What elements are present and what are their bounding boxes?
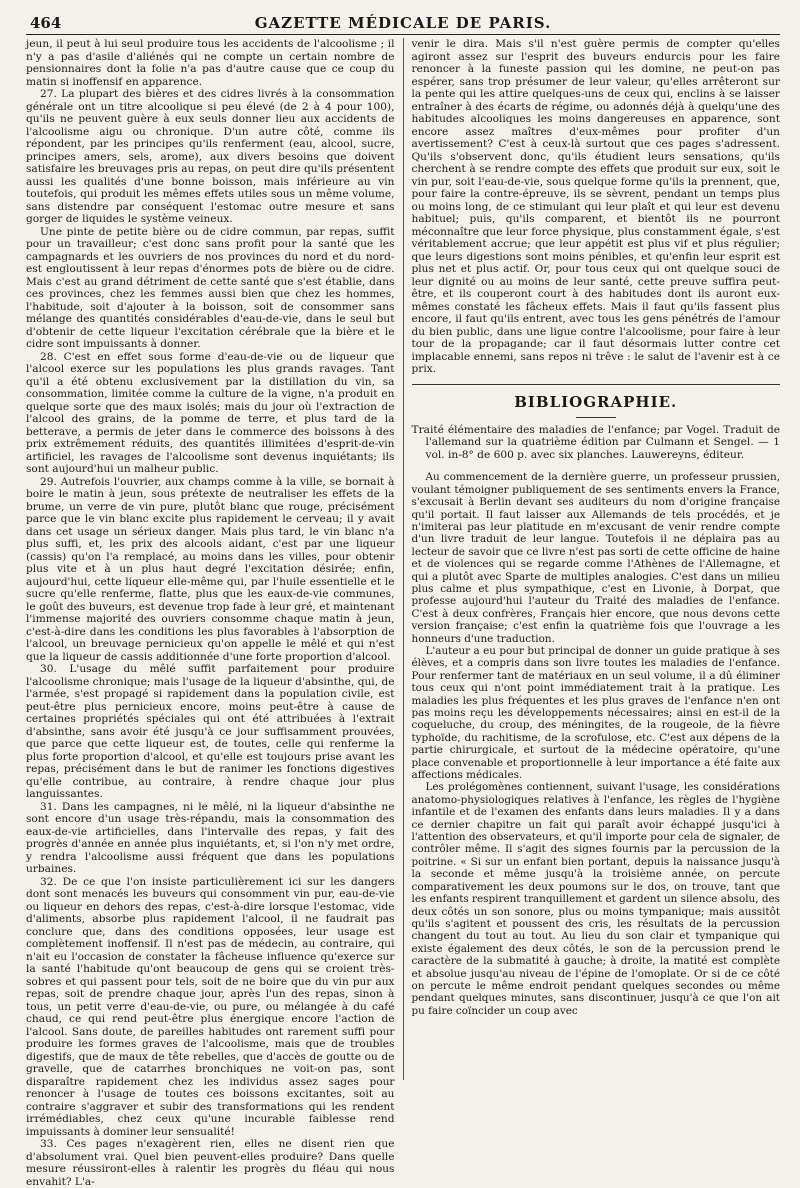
- paragraph: 31. Dans les campagnes, ni le mêlé, ni la liqueur d'absinthe ne sont encore d'un usage très-répandu, mais la consommation des eaux-de-vie artificielles, dans l'intervalle des repas, y fait des progrès d'année en année plus inquiétants, et, si l'on n'y met ordre, y rendra l'alcoolisme aussi fréquent que dans les populations urbaines.: [26, 800, 395, 875]
- section-divider: [412, 384, 781, 385]
- bibliography-entry: Traité élémentaire des maladies de l'enfance; par Vogel. Traduit de l'allemand sur la quatrième édition par Culmann et Sengel. — 1 vol. in-8° de 600 p. avec six planches. Lauwereyns, éditeur.: [411, 423, 780, 461]
- page-header: [26, 10, 780, 35]
- paragraph: 30. L'usage du mêlé suffit parfaitement pour produire l'alcoolisme chronique; mais l'usage de la liqueur d'absinthe, qui, de l'armée, s'est propagé si rapidement dans la population civile, est peut-être plus pernicieux encore, moins peut-être à cause de certaines propriétés spéciales qui ont été attribuées à l'extrait d'absinthe, sans avoir été jusqu'à ce jour suffisamment prouvées, que parce que cette liqueur est, de toutes, celle qui renferme la plus forte proportion d'alcool, et qu'elle est toujours prise avant les repas, précisément dans le but de ranimer les fonctions digestives qu'elle contribue, au contraire, à rendre chaque jour plus languissantes.: [26, 663, 395, 800]
- paragraph: Une pinte de petite bière ou de cidre commun, par repas, suffit pour un travailleur; c'est donc sans profit pour la santé que les campagnards et les ouvriers de nos provinces du nord et du nord-est engloutissent à leur repas d'énormes pots de bière ou de cidre. Mais c'est au grand détriment de cette santé que s'est établie, dans ces provinces, chez les femmes aussi bien que chez les hommes, l'habitude, soit d'ajouter à la boisson, soit de consommer sans mélange des quantités considérables d'eau-de-vie, dans le seul but d'obtenir de cette liqueur l'excitation cérébrale que la bière et le cidre sont impuissants à donner.: [26, 225, 395, 350]
- paragraph: 33. Ces pages n'exagèrent rien, elles ne disent rien que d'absolument vrai. Quel bien peuvent-elles produire? Dans quelle mesure réussiront-elles à ralentir les progrès du fléau qui nous envahit? L'a-: [26, 1138, 395, 1188]
- paragraph: 28. C'est en effet sous forme d'eau-de-vie ou de liqueur que l'alcool exerce sur les populations les plus grands ravages. Tant qu'il a été obtenu exclusivement par la distillation du vin, sa consommation, limitée comme la culture de la vigne, n'a produit en quelque sorte que des maux isolés; mais du jour où l'extraction de l'alcool des grains, de la pomme de terre, et plus tard de la betterave, a permis de jeter dans le commerce des boissons à des prix extrêmement réduits, des quantités illimitées d'esprit-de-vin artificiel, les ravages de l'alcoolisme sont devenus inquiétants; ils sont aujourd'hui un malheur public.: [26, 350, 395, 475]
- section-rule: [576, 417, 616, 418]
- review-paragraph: Les prolégomènes contiennent, suivant l'usage, les considérations anatomo-physiologiques relatives à l'enfance, les règles de l'hygiène infantile et de l'examen des enfants dans leurs maladies. Il y a dans ce dernier chapitre un fait qui paraît avoir échappé jusqu'ici à l'attention des observateurs, et qu'il importe pour cela de signaler, de contrôler même. Il s'agit des signes fournis par la percussion de la poitrine. « Si sur un enfant bien portant, depuis la naissance jusqu'à la seconde et même jusqu'à la troisième année, on percute comparativement les deux poumons sur le dos, on trouve, tant que les enfants respirent tranquillement et gardent un silence absolu, des deux côtés un son sonore, plus ou moins tympanique; mais aussitôt qu'ils s'agitent et poussent des cris, les résultats de la percussion changent du tout au tout. Au lieu du son clair et tympanique qui existe également des deux côtés, le son de la percussion prend le caractère de la submatité à gauche; à droite, la matité est complète et absolue jusqu'au niveau de l'épine de l'omoplate. Or si de ce côté on percute le même endroit pendant quelques secondes ou même pendant quelques minutes, sans discontinuer, jusqu'à ce que l'on ait pu faire coïncider un coup avec: [411, 781, 780, 1017]
- paragraph: venir le dira. Mais s'il n'est guère permis de compter qu'elles agiront assez sur l'esprit des buveurs endurcis pour les faire renoncer à la funeste passion qui les domine, ne peut-on pas espérer, sans trop présumer de leur valeur, qu'elles arrêteront sur la pente qui les attire quelques-uns de ceux qui, enclins à se laisser entraîner à des écarts de régime, ou adonnés déjà à quelqu'une des habitudes alcooliques les moins dangereuses en apparence, sont encore assez maîtres d'eux-mêmes pour profiter d'un avertissement? C'est à ceux-là surtout que ces pages s'adressent. Qu'ils s'observent donc, qu'ils étudient leurs sensations, qu'ils cherchent à se rendre compte des effets que produit sur eux, soit le vin pur, soit l'eau-de-vie, sous quelque forme qu'ils la prennent, que, pour faire la contre-épreuve, ils se sèvrent, pendant un temps plus ou moins long, de ce stimulant qui leur plaît et qui leur est devenu habituel; puis, qu'ils comparent, et bientôt ils ne pourront méconnaître que leur force physique, plus constamment égale, s'est véritablement accrue; que leur appétit est plus vif et plus régulier; que leurs digestions sont moins pénibles, et qu'enfin leur esprit est plus net et plus actif. Or, pour tous ceux qui ont quelque souci de leur dignité ou au moins de leur santé, cette preuve suffira peut-être, et ils couperont court à des habitudes dont ils auront eux-mêmes constaté les fâcheux effets. Mais il faut qu'ils fassent plus encore, il faut qu'ils entrent, avec tous les gens pénétrés de l'amour du bien public, dans une ligue contre l'alcoolisme, pour faire à leur tour de la propagande; car il faut désormais lutter contre cet implacable ennemi, sans repos ni trêve : le salut de l'avenir est à ce prix.: [411, 38, 780, 375]
- page-number: 464: [30, 14, 62, 32]
- review-paragraph: L'auteur a eu pour but principal de donner un guide pratique à ses élèves, et a compris dans son livre toutes les maladies de l'enfance. Pour renfermer tant de matériaux en un seul volume, il a dû éliminer tous ceux qui n'ont point immédiatement trait à la pratique. Les maladies les plus fréquentes et les plus graves de l'enfance n'en ont pas moins reçu les développements nécessaires; ainsi en est-il de la coqueluche, du croup, des méningites, de la rougeole, de la fièvre typhoïde, du rachitisme, de la scrofulose, etc. C'est aux dépens de la partie chirurgicale, et surtout de la médecine opératoire, qu'une place convenable et proportionnelle à leur importance a été faite aux affections médicales.: [411, 644, 780, 782]
- review-paragraph: Au commencement de la dernière guerre, un professeur prussien, voulant témoigner publiquement de ses sentiments envers la France, s'excusait à Berlin devant ses auditeurs du nom d'origine française qu'il portait. Il faut laisser aux Allemands de tels procédés, et je n'imiterai pas leur platitude en m'excusant de venir rendre compte d'un livre traduit de leur langue. Toutefois il ne déplaira pas au lecteur de savoir que ce livre n'est pas sorti de cette officine de haine et de violences qui se regarde comme l'Athènes de l'Allemagne, et qui a plutôt avec Sparte de multiples analogies. C'est dans un milieu plus calme et plus sympathique, c'est en Livonie, à Dorpat, que professe aujourd'hui l'auteur du Traité des maladies de l'enfance. C'est à deux confrères, Français hier encore, que nous devons cette version française; c'est enfin la quatrième fois que l'ouvrage a les honneurs d'une traduction.: [411, 471, 780, 645]
- journal-title: GAZETTE MÉDICALE DE PARIS.: [254, 14, 552, 32]
- right-column: [404, 38, 781, 1080]
- paragraph: 29. Autrefois l'ouvrier, aux champs comme à la ville, se bornait à boire le matin à jeun, sous prétexte de neutraliser les effets de la brume, un verre de vin pure, plutôt blanc que rouge, précisément parce que le vin blanc excite plus rapidement le cerveau; il y avait dans cet usage un sérieux danger. Mais plus tard, le vin blanc n'a plus suffi, et, les prix des alcools aidant, c'est par une liqueur (cassis) qu'on l'a remplacé, au moins dans les villes, pour obtenir plus vite et à un plus haut degré l'excitation désirée; enfin, aujourd'hui, cette liqueur elle-même qui, par l'huile essentielle et le sucre qu'elle renferme, flatte, plus que les eaux-de-vie communes, le goût des buveurs, est devenue trop fade à leur gré, et maintenant l'immense majorité des ouvriers consomme chaque matin à jeun, c'est-à-dire dans les conditions les plus favorables à l'absorption de l'alcool, un breuvage pernicieux qu'on appelle le mêlé et qui n'est que la liqueur de cassis additionnée d'une forte proportion d'alcool.: [26, 475, 395, 663]
- section-title: BIBLIOGRAPHIE.: [514, 392, 678, 411]
- text-columns: [26, 38, 780, 1188]
- paragraph: 32. De ce que l'on insiste particulièrement ici sur les dangers dont sont menacés les buveurs qui consomment vin pur, eau-de-vie ou liqueur en dehors des repas, c'est-à-dire lorsque l'estomac, vide d'aliments, absorbe plus rapidement l'alcool, il ne faudrait pas conclure que, dans des conditions opposées, leur usage est complètement inoffensif. Il n'est pas de médecin, au contraire, qui n'ait eu l'occasion de constater la fâcheuse influence qu'exerce sur la santé l'habitude qu'ont beaucoup de gens qui se croient très-sobres et qui passent pour tels, soit de ne boire que du vin pur aux repas, soit de prendre chaque jour, après l'un des repas, sinon à tous, un petit verre d'eau-de-vie, ou pure, ou mélangée à du café chaud, ce qui rend peut-être plus énergique encore l'action de l'alcool. Sans doute, de pareilles habitudes ont rarement suffi pour produire les formes graves de l'alcoolisme, mais que de troubles digestifs, que de maux de tête rebelles, que d'accès de goutte ou de gravelle, que de catarrhes bronchiques ne voit-on pas, sont disparaître rapidement chez les individus assez sages pour renoncer à l'usage de toutes ces boissons excitantes, soit au contraire s'aggraver et subir des transformations qui les rendent irrémédiables, chez ceux qu'une incurable faiblesse rend impuissants à dominer leur sensualité!: [26, 875, 395, 1138]
- paragraph: jeun, il peut à lui seul produire tous les accidents de l'alcoolisme ; il n'y a pas d'asile d'aliénés qui ne compte un certain nombre de pensionnaires dont la folie n'a pas d'autre cause que ce coup du matin si inoffensif en apparence.: [26, 38, 395, 88]
- paragraph: 27. La plupart des bières et des cidres livrés à la consommation générale ont un titre alcoolique si peu élevé (de 2 à 4 pour 100), qu'ils ne peuvent guère à eux seuls donner lieu aux accidents de l'alcoolisme aigu ou chronique. D'un autre côté, comme ils répondent, par les principes qu'ils renferment (eau, alcool, sucre, principes amers, sels, arome), aux divers besoins que doivent satisfaire les breuvages pris au repas, on peut dire qu'ils présentent aussi les qualités d'une bonne boisson, mais inférieure au vin toutefois, qui produit les mêmes effets utiles sous un même volume, sans distendre par conséquent l'estomac outre mesure et sans gorger de liquides le système veineux.: [26, 88, 395, 225]
- left-column: [26, 38, 404, 1188]
